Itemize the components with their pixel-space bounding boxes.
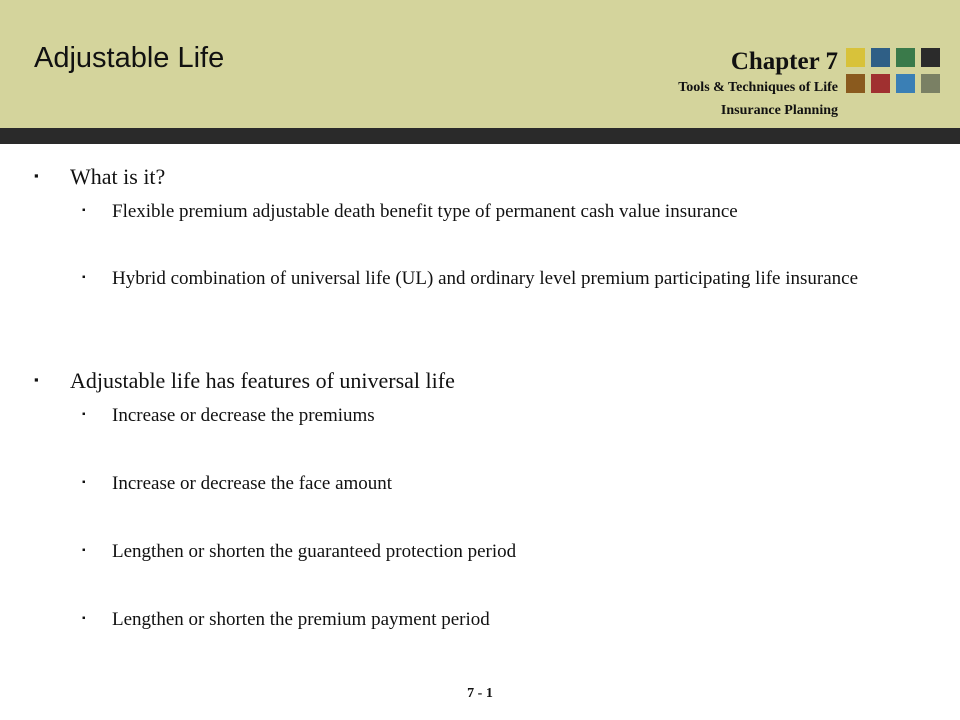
slide-title: Adjustable Life [34,42,225,74]
sub-bullet-item: Lengthen or shorten the premium payment period [112,609,490,630]
sub-bullet-icon: ▪ [82,205,86,216]
sub-bullet-icon: ▪ [82,613,86,624]
bullet-item: Adjustable life has features of universal life [70,368,455,393]
page-number: 7 - 1 [467,686,493,701]
bullet-item: What is it? [70,164,166,189]
sub-bullet-icon: ▪ [82,409,86,420]
book-subtitle-line1: Tools & Techniques of Life [678,80,838,95]
sub-bullet-item: Flexible premium adjustable death benefit type of permanent cash value insurance [112,201,738,222]
chapter-label: Chapter 7 [730,48,838,75]
sub-bullet-icon: ▪ [82,272,86,283]
bullet-icon: ▪ [34,372,39,387]
sub-bullet-icon: ▪ [82,477,86,488]
book-subtitle-line2: Insurance Planning [720,103,838,118]
sub-bullet-item: Hybrid combination of universal life (UL) and ordinary level premium participating life insurance [112,268,859,289]
bullet-icon: ▪ [34,168,39,183]
sub-bullet-item: Lengthen or shorten the guaranteed protection period [112,541,517,562]
sub-bullet-item: Increase or decrease the face amount [112,473,393,494]
sub-bullet-item: Increase or decrease the premiums [112,405,375,426]
sub-bullet-icon: ▪ [82,545,86,556]
